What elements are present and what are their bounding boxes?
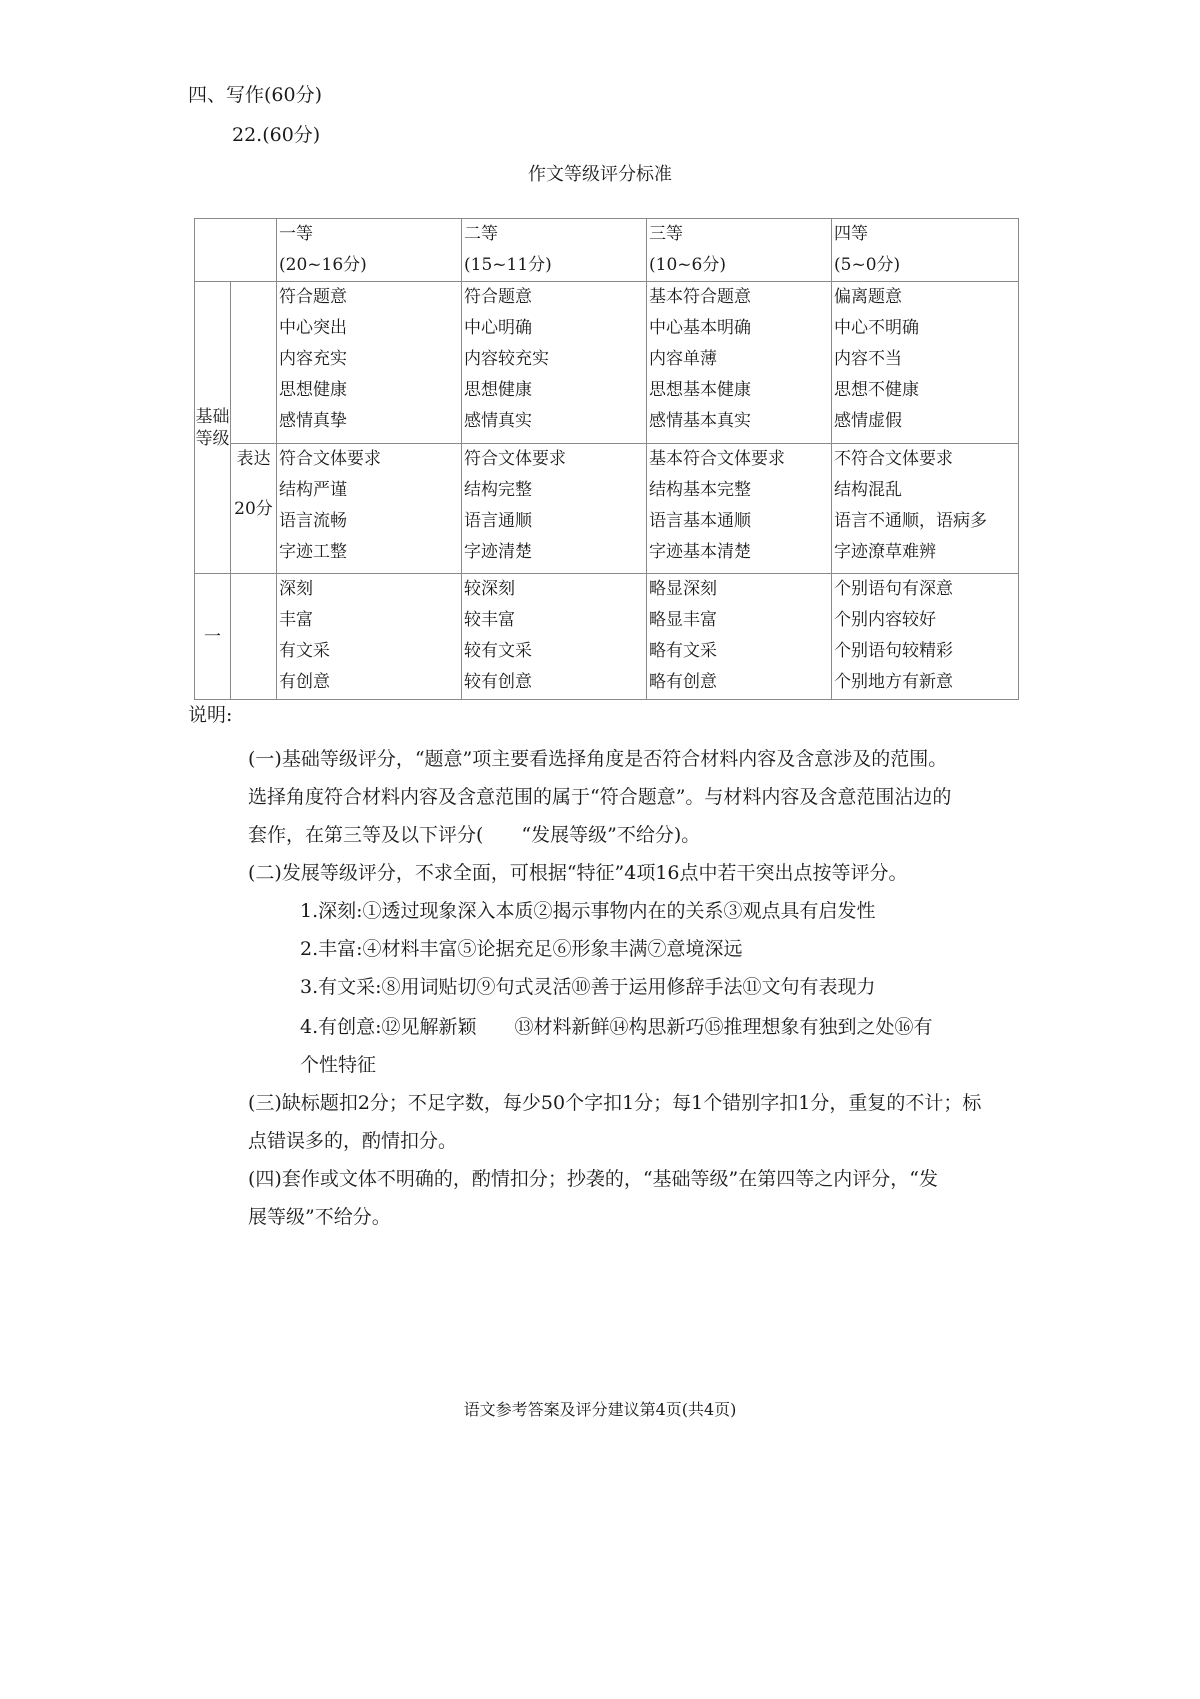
basic-level-label: 基础等级	[195, 282, 231, 574]
criteria-cell: 深刻 丰富 有文采 有创意	[277, 574, 462, 700]
criteria-cell: 符合文体要求 结构严谨 语言流畅 字迹工整	[277, 444, 462, 574]
feature-item: 1.深刻:①透过现象深入本质②揭示事物内在的关系③观点具有启发性	[300, 900, 876, 922]
section-heading: 四、写作(60分)	[188, 84, 323, 106]
grade-header: 三等 (10~6分)	[647, 219, 832, 282]
explain-paragraph-1-line: 套作，在第三等及以下评分( “发展等级”不给分)。	[248, 824, 701, 846]
explain-paragraph-3-line: (三)缺标题扣2分；不足字数，每少50个字扣1分；每1个错别字扣1分，重复的不计；标	[248, 1092, 982, 1114]
explain-paragraph-4-line: 展等级”不给分。	[248, 1206, 391, 1228]
feature-item: 个性特征	[300, 1054, 377, 1076]
explain-paragraph-1-line: 选择角度符合材料内容及含意范围的属于“符合题意”。与材料内容及含意范围沾边的	[248, 786, 952, 808]
explain-paragraph-4-line: (四)套作或文体不明确的，酌情扣分；抄袭的，“基础等级”在第四等之内评分，“发	[248, 1168, 938, 1190]
feature-item: 4.有创意:⑫见解新颖 ⑬材料新鲜⑭构思新巧⑮推理想象有独到之处⑯有	[300, 1016, 933, 1038]
criteria-cell: 个别语句有深意 个别内容较好 个别语句较精彩 个别地方有新意	[832, 574, 1019, 700]
criteria-cell: 基本符合题意 中心基本明确 内容单薄 思想基本健康 感情基本真实	[647, 282, 832, 444]
criteria-cell: 符合文体要求 结构完整 语言通顺 字迹清楚	[462, 444, 647, 574]
question-number: 22.(60分)	[232, 124, 321, 146]
criteria-cell: 不符合文体要求 结构混乱 语言不通顺，语病多 字迹潦草难辨	[832, 444, 1019, 574]
content-row	[195, 282, 1019, 444]
criteria-cell: 偏离题意 中心不明确 内容不当 思想不健康 感情虚假	[832, 282, 1019, 444]
development-sublabel	[231, 574, 277, 700]
criteria-cell: 较深刻 较丰富 较有文采 较有创意	[462, 574, 647, 700]
development-label: 一	[195, 574, 231, 700]
expression-row	[195, 444, 1019, 574]
grading-table	[194, 218, 1019, 700]
feature-item: 2.丰富:④材料丰富⑤论据充足⑥形象丰满⑦意境深远	[300, 938, 743, 960]
feature-item: 3.有文采:⑧用词贴切⑨句式灵活⑩善于运用修辞手法⑪文句有表现力	[300, 976, 876, 998]
page-footer: 语文参考答案及评分建议第4页(共4页)	[463, 1400, 737, 1419]
grade-header-row	[195, 219, 1019, 282]
criteria-cell: 符合题意 中心突出 内容充实 思想健康 感情真挚	[277, 282, 462, 444]
grade-header: 二等 (15~11分)	[462, 219, 647, 282]
table-corner	[195, 219, 277, 282]
criteria-cell: 略显深刻 略显丰富 略有文采 略有创意	[647, 574, 832, 700]
explain-paragraph-1-line: (一)基础等级评分，“题意”项主要看选择角度是否符合材料内容及含意涉及的范围。	[248, 748, 948, 770]
content-sublabel	[231, 282, 277, 444]
development-row	[195, 574, 1019, 700]
grade-header: 四等 (5~0分)	[832, 219, 1019, 282]
grade-header: 一等 (20~16分)	[277, 219, 462, 282]
table-title: 作文等级评分标准	[528, 164, 672, 185]
expression-label: 表达 20分	[231, 444, 277, 574]
criteria-cell: 符合题意 中心明确 内容较充实 思想健康 感情真实	[462, 282, 647, 444]
explain-paragraph-2: (二)发展等级评分，不求全面，可根据“特征”4项16点中若干突出点按等评分。	[248, 862, 908, 884]
explain-paragraph-3-line: 点错误多的，酌情扣分。	[248, 1130, 458, 1152]
explain-heading: 说明:	[188, 704, 233, 726]
criteria-cell: 基本符合文体要求 结构基本完整 语言基本通顺 字迹基本清楚	[647, 444, 832, 574]
